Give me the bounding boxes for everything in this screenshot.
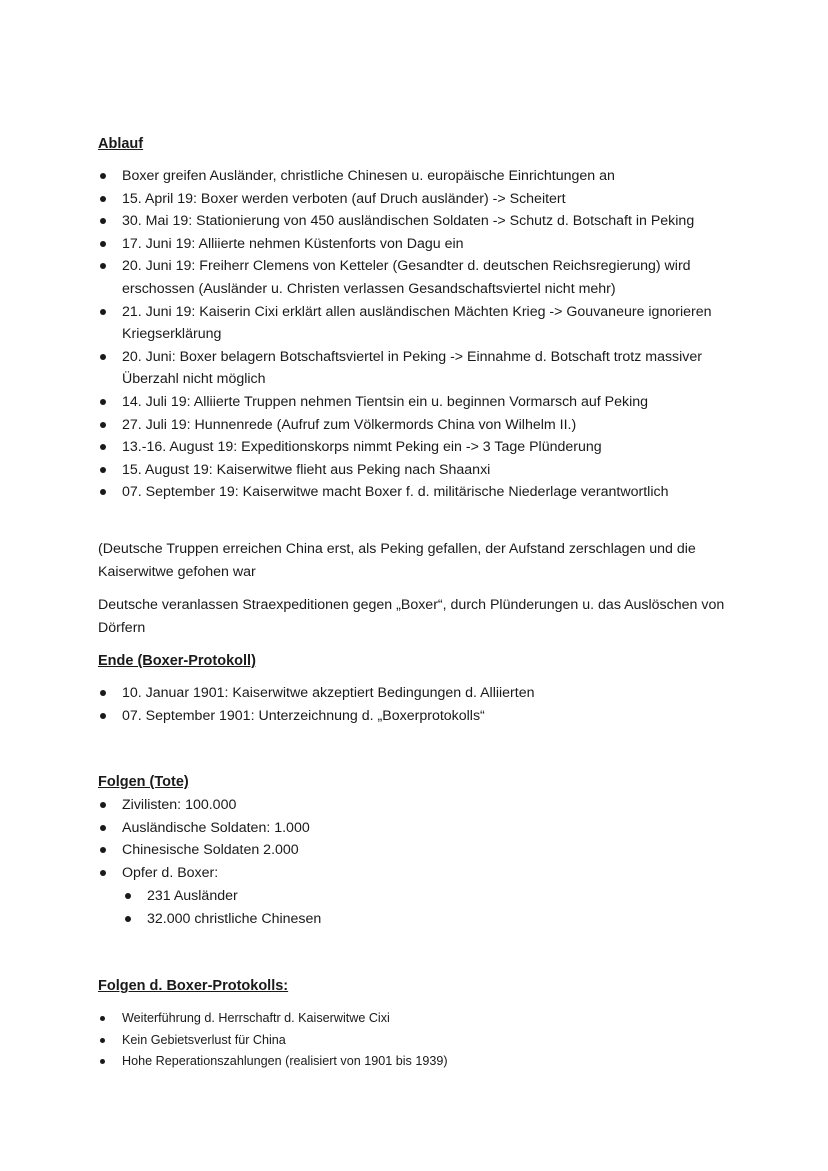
list-item: Hohe Reperationszahlungen (realisiert von 1901 bis 1939) xyxy=(98,1051,738,1073)
paragraph-deutsche-truppen: (Deutsche Truppen erreichen China erst, als Peking gefallen, der Aufstand zerschlagen und die Kaiserwitwe gefohen war xyxy=(98,541,696,580)
heading-folgen-protokoll: Folgen d. Boxer-Protokolls: xyxy=(98,978,289,994)
list-item: 27. Juli 19: Hunnenrede (Aufruf zum Völkermords China von Wilhelm II.) xyxy=(98,414,738,437)
list-item: 13.-16. August 19: Expeditionskorps nimmt Peking ein -> 3 Tage Plünderung xyxy=(98,436,738,459)
list-item: 07. September 1901: Unterzeichnung d. „Boxerprotokolls“ xyxy=(98,705,738,728)
opfer-sub-list xyxy=(123,885,723,930)
heading-ablauf: Ablauf xyxy=(98,136,144,152)
list-item: Chinesische Soldaten 2.000 xyxy=(98,839,738,862)
list-item: Opfer d. Boxer: xyxy=(98,862,738,885)
list-item: 32.000 christliche Chinesen xyxy=(123,908,723,931)
list-item: 14. Juli 19: Alliierte Truppen nehmen Tientsin ein u. beginnen Vormarsch auf Peking xyxy=(98,391,738,414)
list-item: 15. April 19: Boxer werden verboten (auf Druch ausländer) -> Scheitert xyxy=(98,188,738,211)
paragraph-strafexpeditionen: Deutsche veranlassen Straexpeditionen gegen „Boxer“, durch Plünderungen u. das Auslöschen von Dörfern xyxy=(98,597,725,636)
list-item: Weiterführung d. Herrschaftr d. Kaiserwitwe Cixi xyxy=(98,1008,738,1030)
list-item: 20. Juni 19: Freiherr Clemens von Ketteler (Gesandter d. deutschen Reichsregierung) wird erschossen (Ausländer u. Christen verlassen Gesandschaftsviertel nicht mehr) xyxy=(98,255,738,300)
folgen-tote-list xyxy=(98,794,738,884)
heading-folgen-tote: Folgen (Tote) xyxy=(98,774,189,790)
list-item: 17. Juni 19: Alliierte nehmen Küstenforts von Dagu ein xyxy=(98,233,738,256)
list-item: 231 Ausländer xyxy=(123,885,723,908)
list-item: 20. Juni: Boxer belagern Botschaftsviertel in Peking -> Einnahme d. Botschaft trotz massiver Überzahl nicht möglich xyxy=(98,346,738,391)
list-item: 15. August 19: Kaiserwitwe flieht aus Peking nach Shaanxi xyxy=(98,459,738,482)
heading-ende: Ende (Boxer-Protokoll) xyxy=(98,653,256,669)
list-item: 10. Januar 1901: Kaiserwitwe akzeptiert Bedingungen d. Alliierten xyxy=(98,682,738,705)
list-item: 07. September 19: Kaiserwitwe macht Boxer f. d. militärische Niederlage verantwortlich xyxy=(98,481,738,504)
ende-list xyxy=(98,682,738,727)
list-item: Ausländische Soldaten: 1.000 xyxy=(98,817,738,840)
folgen-protokoll-list xyxy=(98,1008,738,1073)
list-item: Zivilisten: 100.000 xyxy=(98,794,738,817)
list-item: Kein Gebietsverlust für China xyxy=(98,1030,738,1052)
list-item: 30. Mai 19: Stationierung von 450 ausländischen Soldaten -> Schutz d. Botschaft in Peking xyxy=(98,210,738,233)
ablauf-list xyxy=(98,165,738,504)
list-item: 21. Juni 19: Kaiserin Cixi erklärt allen ausländischen Mächten Krieg -> Gouvaneure ignorieren Kriegserklärung xyxy=(98,301,738,346)
list-item: Boxer greifen Ausländer, christliche Chinesen u. europäische Einrichtungen an xyxy=(98,165,738,188)
